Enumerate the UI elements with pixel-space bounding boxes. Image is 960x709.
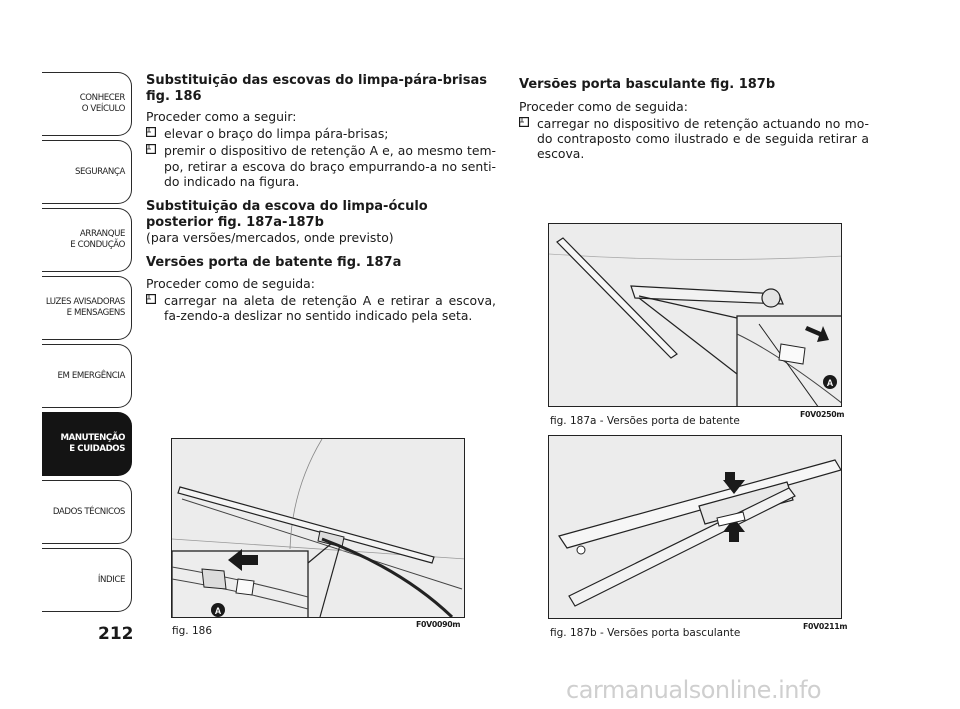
bullet-text: carregar no dispositivo de retenção actuando no mo-do contraposto como ilustrado e de seguida retirar a escova.: [537, 115, 869, 162]
figure-187a-caption: fig. 187a - Versões porta de batente: [550, 415, 740, 427]
heading-windscreen-wiper: Substituição das escovas do limpa-pára-brisas fig. 186: [146, 73, 488, 104]
tab-manutencao-e-cuidados[interactable]: [42, 412, 132, 476]
figure-187a: [548, 223, 842, 407]
rear-wiper-hinged-illustration: [549, 224, 842, 407]
figure-186-code: F0V0090m: [416, 620, 461, 629]
paragraph: (para versões/mercados, onde previsto): [146, 230, 394, 246]
tab-dados-tecnicos[interactable]: [42, 480, 132, 544]
checkbox-bullet-icon: [146, 294, 156, 304]
tab-label: DADOS TÉCNICOS: [52, 506, 125, 517]
figure-187a-code: F0V0250m: [800, 410, 845, 419]
bullet-text: carregar na aleta de retenção A e retirar a escova, fa-zendo-a deslizar no sentido indicado pela seta.: [164, 292, 496, 324]
bullet-item: [146, 293, 496, 323]
left-column: [146, 73, 496, 323]
right-column: [519, 77, 869, 161]
checkbox-bullet-icon: [146, 127, 156, 137]
tab-label: EM EMERGÊNCIA: [57, 370, 125, 381]
figure-186-caption: fig. 186: [172, 625, 212, 637]
heading-tailgate: Versões porta basculante fig. 187b: [519, 77, 776, 92]
tab-label: ÍNDICE: [97, 574, 125, 585]
callout-a: A: [214, 606, 222, 616]
figure-187b: [548, 435, 842, 619]
bullet-text: elevar o braço do limpa pára-brisas;: [164, 126, 389, 142]
heading-hinged-door: Versões porta de batente fig. 187a: [146, 255, 402, 271]
paragraph: Proceder como a seguir:: [146, 109, 297, 124]
tab-indice[interactable]: [42, 548, 132, 612]
tab-label: LUZES AVISADORAS E MENSAGENS: [45, 297, 125, 318]
rear-wiper-tailgate-illustration: [549, 436, 842, 619]
wiper-blade-illustration: [172, 439, 465, 618]
figure-187b-caption: fig. 187b - Versões porta basculante: [550, 627, 741, 639]
bullet-text: premir o dispositivo de retenção A e, ao mesmo tem-po, retirar a escova do braço empurrando-a no senti-do indicado na figura.: [164, 143, 496, 189]
checkbox-bullet-icon: [146, 144, 156, 154]
callout-a: A: [826, 378, 834, 388]
paragraph: Proceder como de seguida:: [146, 275, 315, 291]
tab-label: ARRANQUE E CONDUÇÃO: [70, 229, 125, 250]
tab-label: CONHECER O VEÍCULO: [79, 93, 125, 114]
bullet-item: [519, 116, 869, 162]
page-number: 212: [98, 624, 134, 644]
tab-label: MANUTENÇÃO E CUIDADOS: [60, 433, 125, 454]
figure-186: [171, 438, 465, 618]
figure-187b-code: F0V0211m: [803, 622, 848, 631]
heading-rear-wiper: Substituição da escova do limpa-óculo posterior fig. 187a-187b: [146, 199, 428, 230]
watermark: carmanualsonline.info: [566, 676, 822, 704]
tab-em-emergencia[interactable]: [42, 344, 132, 408]
tab-seguranca[interactable]: [42, 140, 132, 204]
tab-luzes-avisadoras[interactable]: [42, 276, 132, 340]
bullet-item: [146, 126, 496, 141]
bullet-item: [146, 143, 496, 189]
tab-conhecer-o-veiculo[interactable]: [42, 72, 132, 136]
tab-label: SEGURANÇA: [74, 166, 125, 177]
checkbox-bullet-icon: [519, 117, 529, 127]
tab-arranque-e-conducao[interactable]: [42, 208, 132, 272]
paragraph: Proceder como de seguida:: [519, 98, 688, 114]
